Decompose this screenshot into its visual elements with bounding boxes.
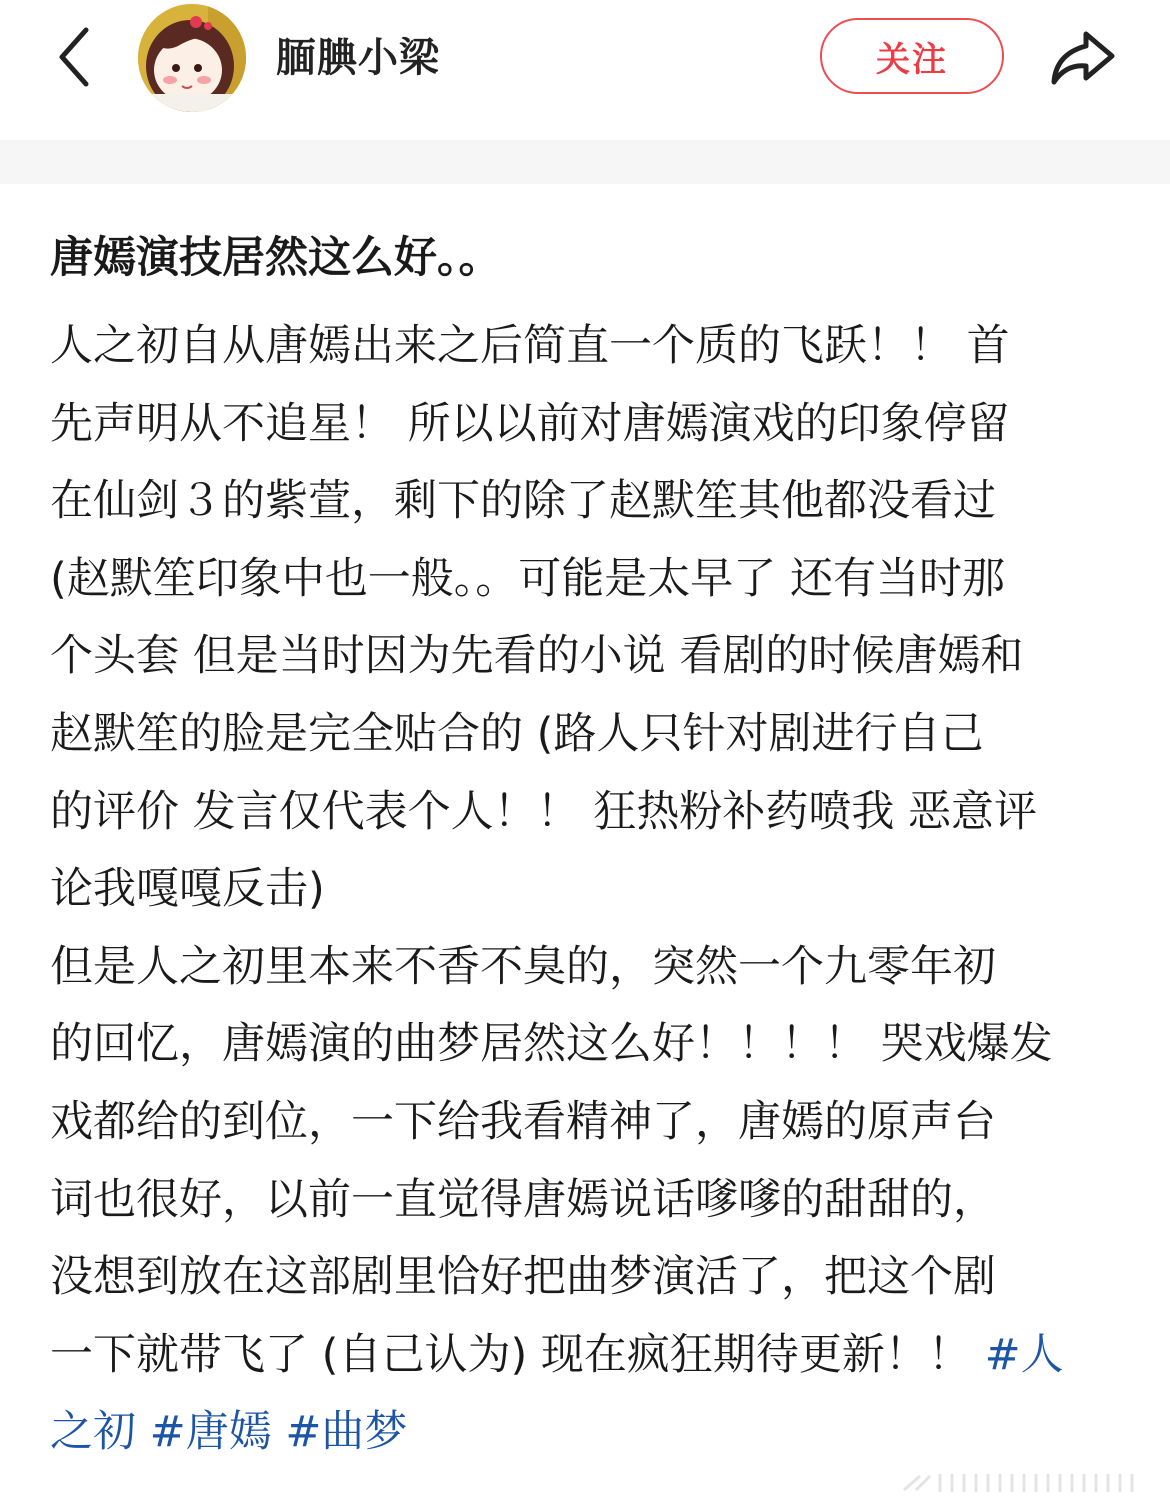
- post-line: 戏都给的到位，一下给我看精神了，唐嫣的原声台: [50, 1096, 996, 1147]
- post-line-text: 一下就带飞了 (自己认为) 现在疯狂期待更新！！: [50, 1329, 985, 1380]
- post-line-with-hashtag: [50, 1317, 1130, 1395]
- avatar-illustration: [138, 4, 246, 112]
- hashtag-line: [50, 1394, 1130, 1472]
- post-line: 没想到放在这部剧里恰好把曲梦演活了，把这个剧: [50, 1252, 996, 1303]
- follow-button[interactable]: 关注: [820, 18, 1004, 94]
- avatar[interactable]: [138, 4, 246, 112]
- top-bar: [0, 0, 1170, 140]
- hashtag-renzhichu-start[interactable]: #人: [984, 1329, 1064, 1380]
- post-line: 个头套 但是当时因为先看的小说 看剧的时候唐嫣和: [50, 631, 1024, 682]
- post-body: [50, 308, 1130, 1472]
- hashtag-tangyan[interactable]: #唐嫣: [149, 1407, 272, 1458]
- post-line: 在仙剑３的紫萱，剩下的除了赵默笙其他都没看过: [50, 476, 996, 527]
- post-line: 人之初自从唐嫣出来之后简直一个质的飞跃！！ 首: [50, 321, 1010, 371]
- share-button[interactable]: [1046, 24, 1120, 90]
- watermark: [900, 1470, 1150, 1496]
- post-title: 唐嫣演技居然这么好。。: [50, 233, 502, 283]
- post-line: 的回忆，唐嫣演的曲梦居然这么好！！！！ 哭戏爆发: [50, 1019, 1053, 1070]
- hashtag-qumeng[interactable]: #曲梦: [285, 1407, 408, 1458]
- post-line: 但是人之初里本来不香不臭的，突然一个九零年初: [50, 941, 996, 992]
- post-line: (赵默笙印象中也一般。。可能是太早了 还有当时那: [50, 553, 1005, 604]
- username[interactable]: 腼腆小梁: [276, 35, 440, 81]
- post-line: 先声明从不追星！ 所以以前对唐嫣演戏的印象停留: [50, 398, 1010, 449]
- post-line: 的评价 发言仅代表个人！！ 狂热粉补药喷我 恶意评: [50, 786, 1038, 837]
- chevron-left-icon: [52, 22, 102, 92]
- post-line: 赵默笙的脸是完全贴合的 (路人只针对剧进行自己: [50, 708, 984, 759]
- post-content: [50, 184, 1130, 1472]
- share-icon: [1046, 24, 1120, 90]
- post-line: 词也很好，以前一直觉得唐嫣说话嗲嗲的甜甜的，: [50, 1174, 996, 1225]
- post-line: 论我嘎嘎反击): [50, 864, 325, 915]
- back-button[interactable]: [52, 22, 102, 92]
- hashtag-renzhichu-end[interactable]: 之初: [50, 1407, 136, 1458]
- header-divider: [0, 140, 1170, 184]
